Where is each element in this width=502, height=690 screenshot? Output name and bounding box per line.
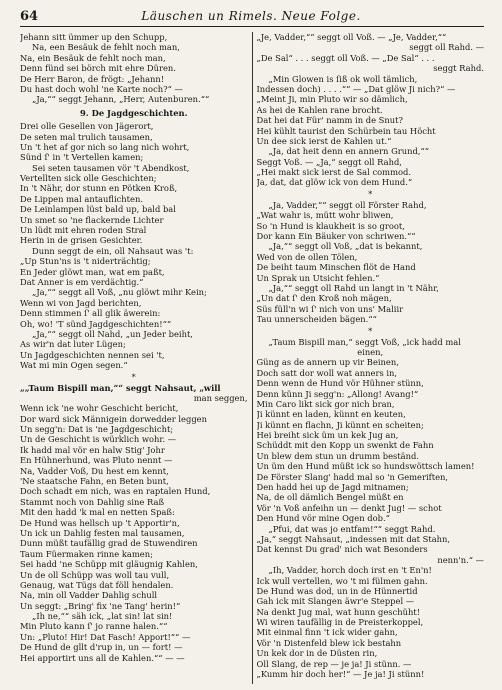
text-line: Un smet so 'ne flackernde Lichter	[20, 214, 164, 225]
text-line: Na, een Besäuk de fehlt noch man,	[32, 42, 180, 53]
text-line: Vör 'n Voß anfeihn un — denkt Jug! — schot	[256, 502, 442, 513]
text-line: Ji künnt en laden, künnt en keuten,	[256, 409, 406, 420]
text-line: Wenn wi von Jagd berichten,	[20, 297, 142, 308]
text-line: De Förster Slang' hadd mal so 'n Gemeriften,	[256, 471, 449, 482]
text-line: Taum Füermaken rinne kamen;	[20, 548, 153, 559]
text-line: Na, ein Besäuk de fehlt noch man,	[20, 52, 166, 63]
running-title: Läuschen un Rimels. Neue Folge.	[141, 9, 361, 23]
text-line: Sei seten tausamen vör 't Abendkost,	[32, 162, 190, 173]
section-separator: *	[131, 371, 136, 382]
text-line: Genaug, wat Tügs dat föll hendalen.	[20, 579, 174, 590]
text-line: Indessen doch) . . . .““ — „Dat glöw Ji nich?“ —	[256, 83, 456, 94]
text-line: Un üm den Hund müßt ick so hundswöttsch lamen!	[256, 461, 475, 472]
text-line: Un 't het af gor nich so lang nich wohrt,	[20, 141, 190, 152]
text-line: Tau unnerscheiden bägen.““	[256, 314, 377, 325]
text-line: „Ja,““ seggt oll Voß, „dat is bekannt,	[268, 241, 423, 252]
text-line: Güng as de annern up vir Beinen,	[256, 357, 399, 368]
text-line: Dat kennst Du grad' nich wat Besonders	[256, 544, 428, 555]
text-line: De Herr Baron, de frögt: „Jehann!	[20, 73, 165, 84]
text-line: „Un dat ſ' den Kroß noh mägen,	[256, 293, 392, 304]
text-line: Stammt noch von Dahlig sine Raß	[20, 496, 165, 507]
text-line: Un de Geschicht is würklich wohr. —	[20, 434, 177, 445]
text-line: Ik hadd mal vör en halw Stig' Johr	[20, 444, 165, 455]
text-line: Sünd ſ' in 't Vertellen kamen;	[20, 152, 144, 163]
text-line: „Ja, dat heit denn en annern Grund,““	[268, 146, 429, 157]
text-line: „„Taum Bispill man,““ seggt Nahsaut, „will	[20, 382, 221, 393]
text-line: „De Sal“ . . . seggt oll Voß. — „De Sal“ . . .	[256, 52, 435, 63]
text-line: Na denkt Jug mal, wat hunn geschüht!	[256, 606, 421, 617]
text-line: De beiht taum Minschen flöt de Hand	[256, 262, 416, 273]
text-line: Un de oll Schüpp was woll tau vull,	[20, 569, 170, 580]
section-separator: *	[368, 188, 373, 199]
text-line: „Je, Vadder,““ seggt oll Voß. — „Je, Vadder,““	[256, 32, 447, 42]
text-line: Mit den hadd 'k mal en netten Spaß:	[20, 507, 175, 518]
text-line: Un Jagdgeschichten nennen sei 't,	[20, 349, 165, 360]
text-line: De Hund was hellsch up 't Apportir'n,	[20, 517, 180, 528]
text-line: „Taum Bispill man,“ seggt Voß, „ick hadd mal	[268, 336, 461, 347]
text-line: Ji künnt en flachn, Ji künnt en scheiten;	[256, 419, 424, 430]
text-line: nenn'n.“ —	[437, 554, 484, 565]
text-line: „Ih ne,““ säh ick, „lat sin! lat sin!	[32, 611, 173, 622]
text-line: seggt oll Rahd. —	[409, 42, 484, 53]
text-line: Un seggt: „Bring' fix 'ne Tang' herin!“	[20, 600, 181, 611]
text-line: Hei breiht sick üm un kek Jug an,	[256, 430, 399, 441]
text-line: Oh, wo! 'T sünd Jagdgeschichten!““	[20, 318, 172, 329]
text-line: Vertellten sick olle Geschichten;	[20, 173, 157, 184]
section-separator: *	[368, 325, 373, 336]
text-line: Dat hei dat Für' namm in de Snut?	[256, 115, 403, 126]
column-divider	[252, 32, 253, 684]
text-line: En Hühnerhund, was Pluto nennt —	[20, 455, 173, 466]
right-column	[257, 32, 485, 684]
text-line: „Ja, Vadder,““ seggt oll Förster Rahd,	[268, 199, 427, 210]
text-line: Wi wiren taufällig in de Preisterkoppel,	[256, 617, 424, 628]
text-line: „Ja,““ seggt oll Rahd un langt in 't Nähr,	[268, 282, 439, 293]
section-heading: 9. De Jagdgeschichten.	[79, 107, 188, 118]
text-line: Denn wenn de Hund vör Hühner stünn,	[256, 378, 424, 389]
text-line: Un blew dem stun un drumm beständ.	[256, 450, 420, 461]
text-line: Ick wull vertellen, wo 't mi fülmen gahn.	[256, 575, 428, 586]
text-line: De Lippen mal antauflichten.	[20, 193, 143, 204]
text-line: Un ick un Dahlig festen mal tausamen,	[20, 527, 185, 538]
text-line: Denn künn Ji segg'n: „Allong! Avang!“	[256, 388, 419, 399]
text-line: Un dee sick ierst de Kahlen ut.“	[256, 135, 392, 146]
text-line: Dat Anner is em verdächtig.“	[20, 276, 144, 287]
text-line: seggt Rahd.	[433, 63, 484, 74]
text-line: „Min Glowen is ſiß ok woll tämlich,	[268, 73, 418, 84]
text-line: einen,	[357, 346, 384, 357]
page-number: 64	[20, 8, 39, 24]
text-line: Na, Vadder Voß, Du hest em kennt,	[20, 465, 169, 476]
text-line: Hei kühlt taurist den Schürbein tau Höcht	[256, 125, 436, 136]
text-line: Schüddt mit den Kopp un swenkt de Fahn	[256, 440, 434, 451]
text-line: In 't Nähr, dor stunn en Pötken Kroß,	[20, 183, 178, 194]
text-line: „Hei makt sick ierst de Sal commod.	[256, 167, 411, 178]
text-line: Un lüdt mit ehren roden Stral	[20, 225, 147, 236]
text-line: „Pfui, dat was jo entfam!““ seggt Rahd.	[268, 523, 436, 534]
text-line: Un Sprak un Utsicht fehlen.“	[256, 272, 380, 283]
text-line: De Hund de gllt d'rup in, un — fort! —	[20, 642, 183, 653]
text-line: Wenn ick 'ne wohr Geschicht bericht,	[20, 403, 179, 414]
text-line: „Ja,““ seggt Jehann, „Herr, Autenburen.““	[32, 94, 210, 105]
text-line: Wat mi min Ogen segen.“	[20, 360, 128, 371]
text-line: „Ja,““ seggt all Voß, „nu glöwt mihr Kein;	[32, 287, 207, 298]
text-line: „Wat wahr is, mütt wohr bliwen,	[256, 210, 394, 221]
text-line: Den hadd hei up de Jagd mitnamen;	[256, 482, 409, 493]
text-line: Dunn seggt de ein, oll Nahsaut was 't:	[32, 245, 194, 256]
text-line: Vör 'n Distenfeld blew ick bestahn	[256, 637, 402, 648]
text-line: Na, de oll dämlich Bengel müßt en	[256, 492, 404, 503]
text-line: Hei apportirt uns all de Kahlen.““ — —	[20, 652, 185, 663]
text-line: Dor ward sick Männigein dorwedder leggen	[20, 413, 207, 424]
left-column	[20, 32, 248, 684]
text-line: Un kek dor in de Düsten rin,	[256, 648, 378, 659]
text-line: Jehann sitt ümmer up den Schupp,	[20, 32, 168, 42]
text-line: As wir'n dat luter Lügen;	[20, 339, 126, 350]
text-line: Dor kann Ein Bäuker von schriwen.““	[256, 231, 416, 242]
text-line: „Meint Ji, min Pluto wir so dämlich,	[256, 94, 408, 105]
text-line: 'Ne staatsche Fahn, en Beten bunt,	[20, 476, 169, 487]
text-line: „Ja,“ seggt Nahsaut, „indessen mit dat Stahn,	[256, 533, 451, 544]
text-line: Drei olle Gesellen von Jägerort,	[20, 121, 154, 132]
text-line: „Ja,““ seggt oll Nahd, „un Jeder beiht,	[32, 328, 193, 339]
text-line: So 'n Hund is klaukheit is so groot,	[256, 220, 405, 231]
text-line: Gah ick mit Slangen äwr'e Steppel —	[256, 596, 415, 607]
text-line: Min Pluto kann ſ' jo ranne halen.““	[20, 621, 168, 632]
text-line: Du hast doch wohl 'ne Karte noch?“ —	[20, 83, 183, 94]
text-line: „Kumm hir doch her!“ — Je ja! Ji stünn!	[256, 669, 425, 680]
text-line: Min Caro likt sick gor nich bran,	[256, 398, 395, 409]
text-line: De seten mal trulich tausamen,	[20, 131, 153, 142]
text-line: Ja, dat, dat glöw ick von dem Hund.“	[256, 177, 413, 188]
text-line: Un: „Pluto! Hir! Dat Fasch! Apport!““ —	[20, 631, 191, 642]
text-line: As hei de Kahlen rane brocht.	[256, 104, 383, 115]
text-line: Seggt Voß. — „Ja,“ seggt oll Rahd,	[256, 156, 402, 167]
text-line: De Hund was dod, un in de Hünnertid	[256, 585, 418, 596]
text-line: Doch satt dor woll wat anners in,	[256, 367, 398, 378]
page-header	[20, 6, 484, 27]
text-line: Süs füll'n wi ſ' nich von uns' Maliir	[256, 303, 404, 314]
text-line: Dunn müßt taufällig grad de Stuwendiren	[20, 538, 198, 549]
text-line: „Ih, Vadder, horch doch irst en 't En'n!	[268, 565, 432, 576]
text-line: Wed von de ollen Tölen,	[256, 251, 358, 262]
text-line: En Jeder glöwt man, wat em paßt,	[20, 266, 165, 277]
text-line: Den Hund vör mine Ogen dob.“	[256, 513, 390, 524]
text-line: Denn stimmen ſ' all glik äwerein:	[20, 308, 161, 319]
text-line: „Up Stun'ns is 't niderträchtig;	[20, 256, 151, 267]
text-line: Doch schadt em nich, was en raptalen Hund,	[20, 486, 211, 497]
text-line: Herin in de grisen Gesichter.	[20, 235, 143, 246]
text-line: Sei hadd 'ne Schüpp mit gläugnig Kahlen,	[20, 559, 198, 570]
text-line: Mit einmal finn 't ick wider gahn,	[256, 627, 398, 638]
text-line: Oll Slang, de rep — je ja! Ji stünn. —	[256, 658, 412, 669]
text-columns	[20, 32, 484, 684]
text-line: Un segg'n: Dat is 'ne Jagdgeschicht;	[20, 424, 174, 435]
text-line: De Leinlampen lüst bald up, bald bal	[20, 204, 176, 215]
text-line: man seggen,	[193, 392, 248, 403]
text-line: Denn fünd sei börch mit ehre Düren.	[20, 63, 176, 74]
text-line: Na, min oll Vadder Dahlig schull	[20, 590, 158, 601]
